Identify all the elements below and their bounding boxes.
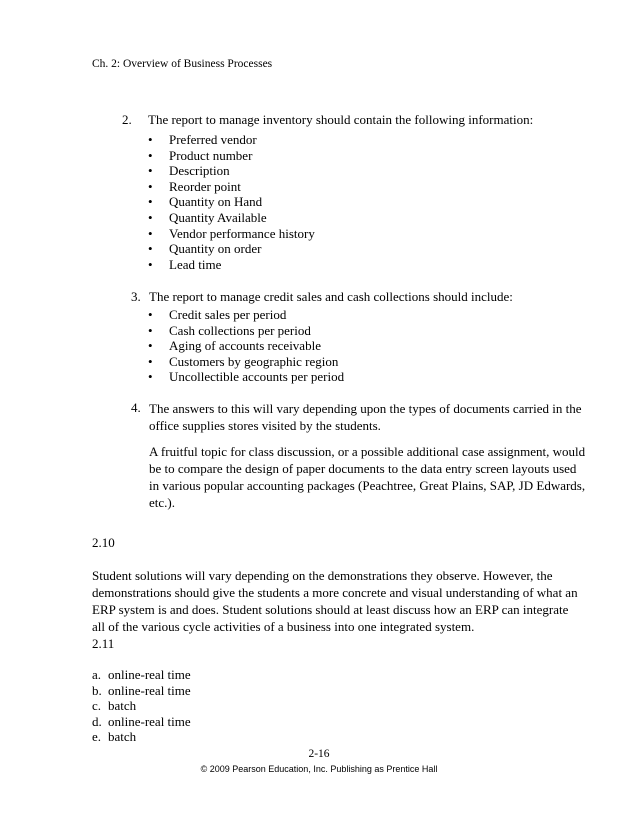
question-3-bullet-list	[148, 307, 344, 385]
bullet-icon: •	[148, 353, 153, 369]
bullet-item: • Quantity Available	[148, 209, 267, 225]
question-2-text: The report to manage inventory should contain the following information:	[148, 112, 534, 127]
question-4-text-continued: A fruitful topic for class discussion, or a possible additional case assignment, would be to compare the design of paper documents to the data entry screen layouts used in various popular accounting packages (Peachtree, Great Plains, SAP, JD Edwards, etc.).	[149, 444, 586, 510]
bullet-item: • Description	[148, 163, 230, 179]
bullet-item: • Product number	[148, 147, 253, 163]
bullet-icon: •	[148, 307, 153, 322]
question-2-number: 2.	[122, 112, 132, 127]
bullet-icon: •	[148, 147, 153, 163]
page-number: 2-16	[308, 748, 330, 760]
bullet-item: • Credit sales per period	[148, 307, 287, 322]
bullet-icon: •	[148, 241, 153, 257]
bullet-icon: •	[148, 132, 153, 147]
bullet-icon: •	[148, 225, 153, 241]
section-2-11-answer-list	[92, 667, 191, 745]
bullet-item: • Preferred vendor	[148, 132, 257, 147]
question-4-text: The answers to this will vary depending upon the types of documents carried in the office supplies stores visited by the students.	[149, 401, 582, 433]
list-item: a. online-real time	[92, 667, 191, 682]
bullet-icon: •	[148, 209, 153, 225]
bullet-item: • Cash collections per period	[148, 322, 311, 338]
chapter-header: Ch. 2: Overview of Business Processes	[92, 58, 273, 70]
bullet-icon: •	[148, 369, 153, 385]
question-2-bullet-list	[148, 132, 315, 272]
bullet-item: • Quantity on order	[148, 241, 262, 257]
bullet-icon: •	[148, 322, 153, 338]
copyright-notice: © 2009 Pearson Education, Inc. Publishing as Prentice Hall	[200, 764, 438, 774]
bullet-item: • Reorder point	[148, 178, 241, 194]
question-3-number: 3.	[131, 289, 141, 304]
section-2-10-text: Student solutions will vary depending on the demonstrations they observe. However, the demonstrations should give the students a more concrete and visual understanding of what an ERP system is and does. Student solutions should at least discuss how an ERP can integrate all of the various cycle activities of a business into one integrated system.	[92, 568, 578, 634]
list-item: d. online-real time	[92, 713, 191, 729]
section-2-11-heading: 2.11	[92, 636, 115, 651]
list-item: e. batch	[92, 729, 137, 745]
bullet-icon: •	[148, 178, 153, 194]
bullet-item: • Aging of accounts receivable	[148, 338, 321, 354]
bullet-item: • Uncollectible accounts per period	[148, 369, 345, 385]
bullet-icon: •	[148, 338, 153, 354]
bullet-item: • Quantity on Hand	[148, 194, 263, 210]
bullet-icon: •	[148, 194, 153, 210]
question-4-number: 4.	[131, 400, 141, 415]
section-2-10-heading: 2.10	[92, 535, 115, 550]
bullet-icon: •	[148, 163, 153, 179]
bullet-icon: •	[148, 256, 153, 272]
list-item: b. online-real time	[92, 682, 191, 698]
list-item: c. batch	[92, 698, 137, 714]
bullet-item: • Lead time	[148, 256, 222, 272]
question-3-text: The report to manage credit sales and cash collections should include:	[149, 289, 513, 304]
bullet-item: • Customers by geographic region	[148, 353, 339, 369]
bullet-item: • Vendor performance history	[148, 225, 315, 241]
